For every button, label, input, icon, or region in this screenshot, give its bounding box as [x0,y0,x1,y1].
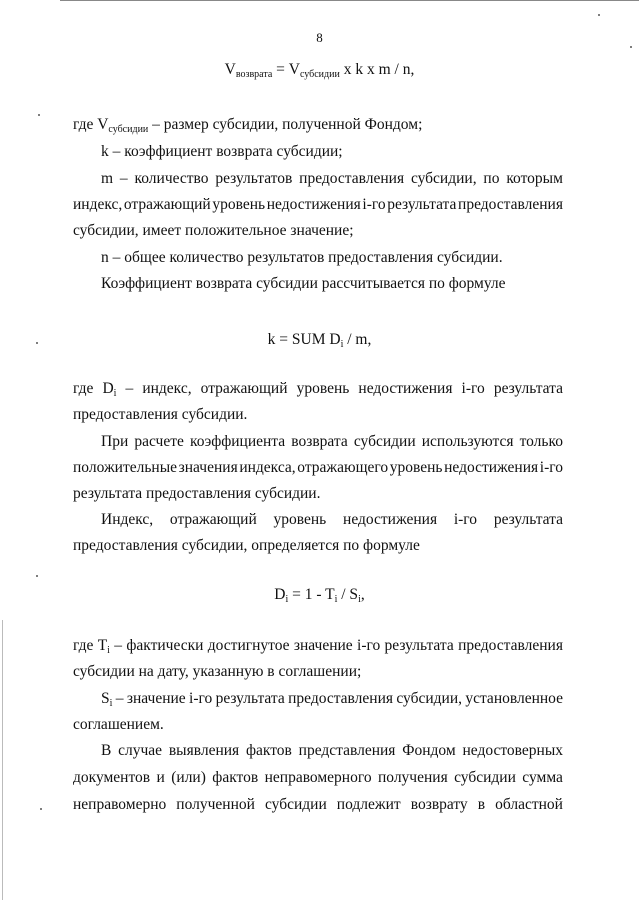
word: m [101,170,114,187]
word: индекса, [239,459,296,476]
word: – [115,690,124,707]
definition-m-line2 [73,196,563,214]
word: – [119,170,128,187]
word: фактов [245,742,292,759]
word: неправомерно [73,796,167,813]
paragraph-calc-line1 [101,433,563,451]
word: полученной [176,796,255,813]
word: субсидии [454,769,516,786]
word: недостижения [444,459,539,476]
scan-speck [38,114,40,116]
definition-di-line2: предоставления субсидии. [73,406,248,423]
definition-si-line1 [101,690,563,708]
word: количество [134,170,209,187]
formula-index-di: $D_i = 1 - T_i / S_i$, [274,586,365,605]
word: областной [495,796,563,813]
word: результата [493,380,563,397]
word: уровень [296,380,350,397]
word: отражающий [200,380,288,397]
word: где [73,380,94,397]
scan-speck [40,808,42,810]
word: Индекс, [101,511,154,528]
scan-speck [36,575,38,577]
word: по [483,170,500,187]
word: значение [126,690,186,707]
word: индекс, [142,380,192,397]
word: предоставления [458,196,563,213]
k-formula-intro: Коэффициент возврата субсидии рассчитывается по формуле [101,275,506,292]
word: используются [421,433,514,450]
word: – [125,380,134,397]
word: результата [384,637,454,654]
definition-k: k – коэффициент возврата субсидии; [101,143,343,160]
word: отражающий [169,511,257,528]
definition-ti-line1 [73,637,563,655]
word: неправомерного [264,769,372,786]
paragraph-index-line1 [101,511,563,529]
word: значения [178,459,238,476]
word: возврату [410,796,468,813]
word: коэффициента [190,433,286,450]
word: отражающего [297,459,389,476]
word: предоставления [458,637,563,654]
definition-n: n – общее количество результатов предоставления субсидии. [101,249,503,266]
paragraph-index-line2: предоставления субсидии, определяется по формуле [73,537,420,554]
word: возврата [291,433,348,450]
page-number: 8 [316,30,323,45]
word: При [101,433,129,450]
word: положительные [73,459,177,476]
word: недостижения [343,511,438,528]
word: результата [387,196,457,213]
word: $S_i$ [101,690,113,709]
definition-m-line1 [101,170,563,188]
word: результатов [215,170,293,187]
word: субсидии [264,796,327,813]
word: i-го [461,380,485,397]
scan-speck [630,46,632,48]
paragraph-calc-line3: результата предоставления субсидии. [73,485,321,502]
word: которым [506,170,563,187]
word: предоставления [288,690,394,707]
word: где [73,637,94,654]
formula-coefficient-k: k = SUM $D_i$ / m, [267,331,372,350]
scan-speck [598,14,600,16]
word: i-го [189,690,213,707]
word: представления [298,742,396,759]
word: $T_i$ [97,637,110,656]
word: i-го [539,459,563,476]
word: субсидии, [396,690,462,707]
definition-si-line2: соглашением. [73,716,164,733]
definition-di-line1 [73,380,563,398]
paragraph-case-line1 [101,742,563,760]
word: подлежит [336,796,401,813]
word: субсидии [353,433,416,450]
definition-ti-line2: субсидии на дату, указанную в соглашении; [73,663,362,680]
word: уровень [212,196,266,213]
word: случае [118,742,163,759]
word: значение [293,637,353,654]
word: сумма [522,769,563,786]
word: $D_i$ [102,380,117,399]
word: недостоверных [462,742,563,759]
paragraph-case-line3 [73,796,563,814]
word: i-го [453,511,478,528]
word: фактов [212,769,259,786]
word: в [477,796,486,813]
word: результата [215,690,285,707]
word: недостижения [266,196,361,213]
definition-v-subsidy: где $V_{субсидии}$ – размер субсидии, полученной Фондом; [73,116,423,135]
scan-edge-left [2,620,3,900]
word: i-го [362,196,386,213]
word: Фондом [402,742,456,759]
word: расчете [134,433,184,450]
word: недостижения [358,380,453,397]
word: – [114,637,123,654]
word: достигнутое [207,637,290,654]
scan-edge-top [60,0,639,1]
word: только [519,433,563,450]
word: документов [73,769,151,786]
word: получения [377,769,448,786]
word: В [101,742,112,759]
word: выявления [168,742,240,759]
word: и [156,769,165,786]
word: отражающий [123,196,211,213]
word: уровень [389,459,443,476]
word: фактически [126,637,204,654]
word: субсидии, [410,170,477,187]
word: i-го [357,637,381,654]
paragraph-calc-line2 [73,459,563,477]
word: результата [493,511,563,528]
word: (или) [171,769,206,786]
word: предоставления [299,170,405,187]
word: уровень [273,511,327,528]
word: индекс, [73,196,123,213]
word: установленное [465,690,563,707]
paragraph-case-line2 [73,769,563,787]
definition-m-line3: субсидии, имеет положительное значение; [73,222,354,239]
formula-return-volume: $V_{возврата} = V_{субсидии}$ x k x m / n, [224,61,415,80]
